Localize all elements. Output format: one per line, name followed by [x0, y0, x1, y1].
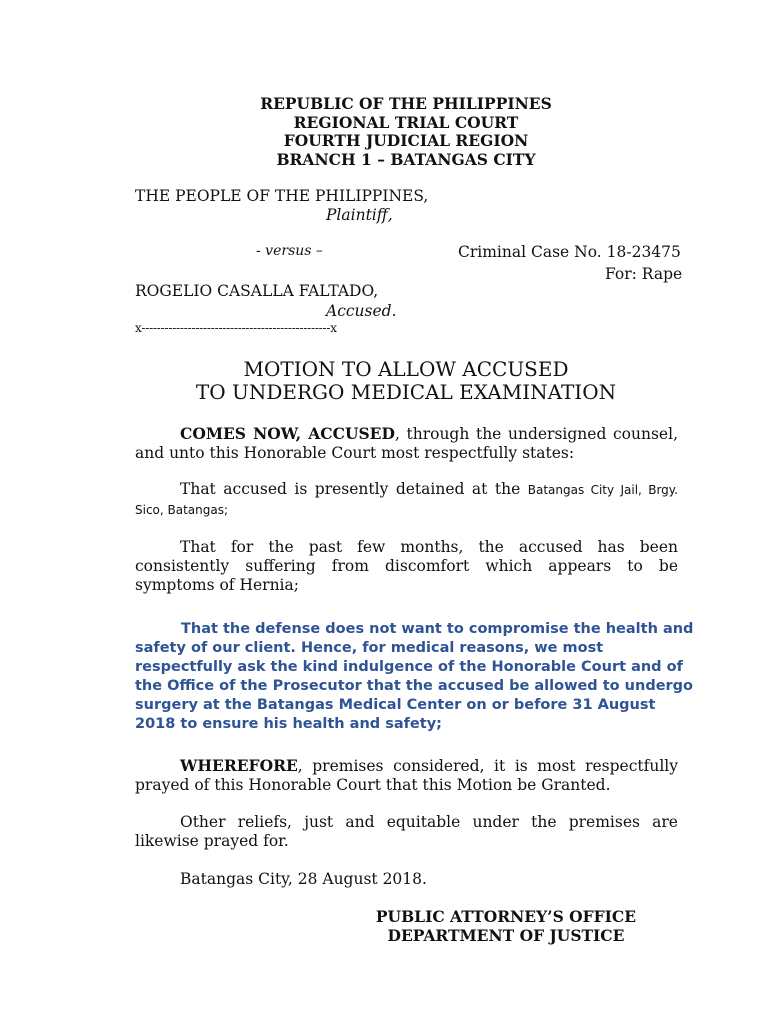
detention-place: Batangas City Jail, Brgy. Sico, Batangas;	[135, 483, 678, 517]
case-number: Criminal Case No. 18-23475	[458, 243, 681, 261]
date-line: Batangas City, 28 August 2018.	[180, 870, 427, 888]
paragraph-wherefore	[135, 756, 678, 795]
paragraph-comes-now	[135, 424, 678, 463]
defense-line-5: surgery at the Batangas Medical Center on or before 31 August	[135, 697, 656, 713]
accused-name: ROGELIO CASALLA FALTADO,	[135, 282, 379, 300]
court-header-region: FOURTH JUDICIAL REGION	[283, 131, 529, 150]
signature-department: DEPARTMENT OF JUSTICE	[387, 926, 625, 945]
comes-now-bold: COMES NOW, ACCUSED	[180, 424, 395, 443]
signature-office: PUBLIC ATTORNEY’S OFFICE	[375, 907, 637, 926]
other-reliefs-text: Other reliefs, just and equitable under the premises are likewise prayed for.	[135, 813, 678, 850]
plaintiff-name: THE PEOPLE OF THE PHILIPPINES,	[135, 187, 429, 205]
wherefore-rest: , premises considered, it is most respectfully prayed of this Honorable Court that this Motion be Granted.	[135, 757, 678, 794]
court-header-branch: BRANCH 1 – BATANGAS CITY	[276, 150, 536, 169]
motion-title-line1: MOTION TO ALLOW ACCUSED	[243, 357, 569, 381]
plaintiff-role: Plaintiff,	[326, 206, 393, 224]
detention-text: That accused is presently detained at the	[180, 480, 528, 498]
paragraph-other-reliefs	[135, 813, 678, 851]
paragraph-symptoms	[135, 538, 678, 595]
defense-line-6: 2018 to ensure his health and safety;	[135, 716, 442, 732]
defense-line-3: respectfully ask the kind indulgence of the Honorable Court and of	[135, 659, 683, 675]
paragraph-detention	[135, 480, 678, 520]
caption-separator: x-------------------------------------------------x	[135, 321, 337, 335]
defense-line-2: safety of our client. Hence, for medical reasons, we most	[135, 640, 604, 656]
accused-role: Accused.	[326, 302, 397, 320]
versus-label: - versus –	[256, 243, 323, 259]
defense-line-4: the Office of the Prosecutor that the accused be allowed to undergo	[135, 678, 694, 694]
defense-line-1: That the defense does not want to compromise the health and	[181, 621, 694, 637]
motion-title-line2: TO UNDERGO MEDICAL EXAMINATION	[195, 380, 617, 404]
court-header-rtc: REGIONAL TRIAL COURT	[293, 113, 519, 132]
offense-label: For: Rape	[605, 265, 683, 283]
symptoms-text: That for the past few months, the accused has been consistently suffering from discomfort which appears to be symptoms of Hernia;	[135, 538, 678, 594]
comes-now-rest: , through the undersigned counsel, and unto this Honorable Court most respectfully states:	[135, 425, 678, 462]
wherefore-bold: WHEREFORE	[180, 756, 298, 775]
court-header-republic: REPUBLIC OF THE PHILIPPINES	[260, 94, 552, 113]
